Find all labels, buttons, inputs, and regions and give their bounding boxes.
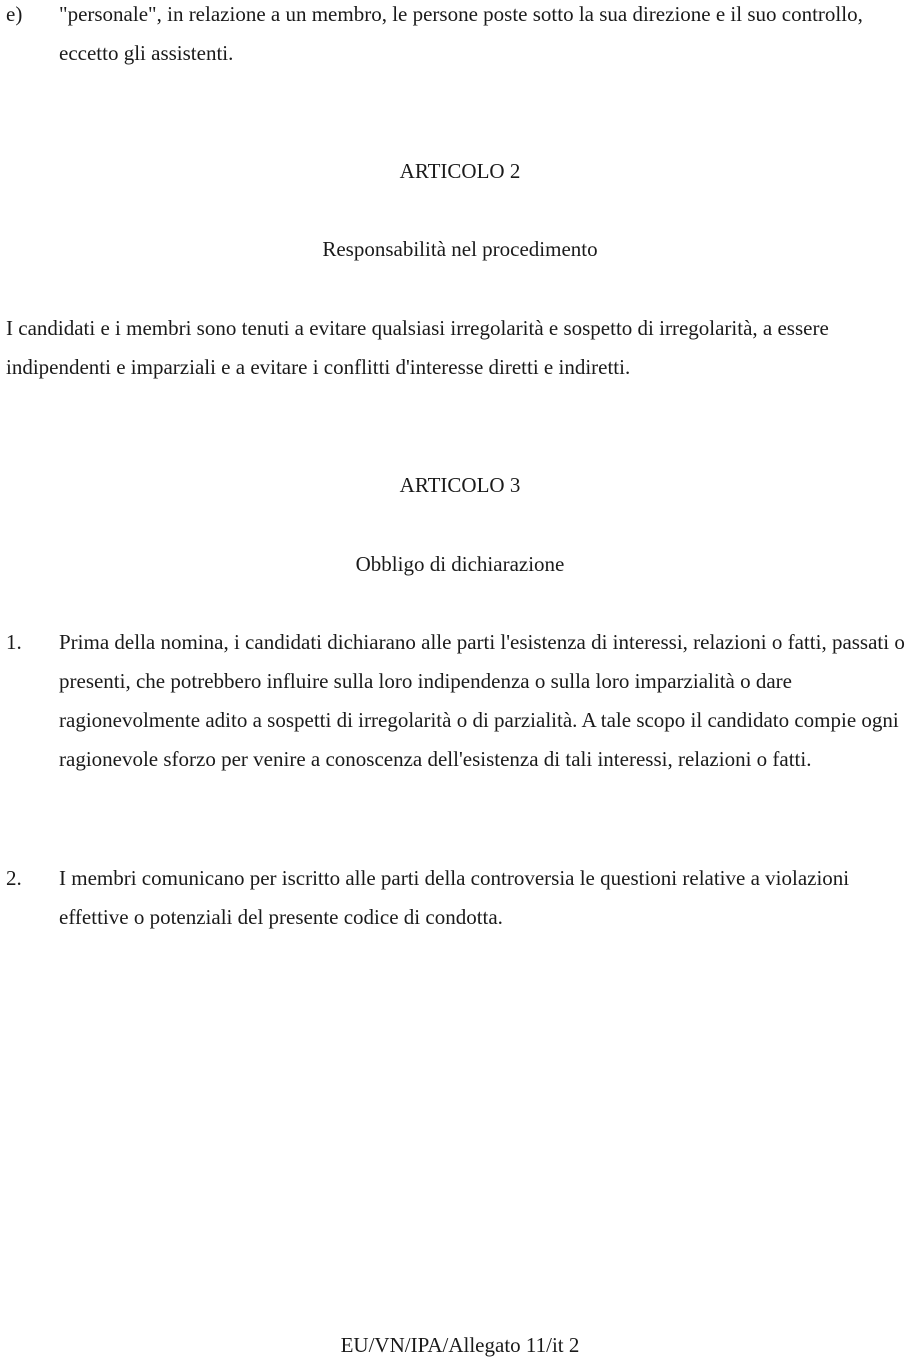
item-label: 2. xyxy=(6,866,22,890)
article-3-title: Obbligo di dichiarazione xyxy=(355,552,565,576)
article-2-heading: ARTICOLO 2 xyxy=(399,159,521,183)
item-text: "personale", in relazione a un membro, le persone poste sotto la sua direzione e il suo controllo, eccetto gli assistenti. xyxy=(59,2,863,65)
article-3-heading: ARTICOLO 3 xyxy=(399,473,521,497)
item-label: 1. xyxy=(6,630,22,654)
definition-item-e xyxy=(6,0,918,73)
item-text: Prima della nomina, i candidati dichiarano alle parti l'esistenza di interessi, relazioni o fatti, passati o presenti, che potrebbero influire sulla loro indipendenza o sulla loro imparzialità o dare ragionevolmente adito a sospetti di irregolarità o di parzialità. A tale scopo il candidato compie ogni ragionevole sforzo per venire a conoscenza dell'esistenza di tali interessi, relazioni o fatti. xyxy=(59,630,905,771)
item-label: e) xyxy=(6,2,23,26)
article-3-item-1 xyxy=(6,623,918,779)
article-3-item-2 xyxy=(6,859,918,937)
article-2-title: Responsabilità nel procedimento xyxy=(322,237,598,261)
page-footer-reference: EU/VN/IPA/Allegato 11/it 2 xyxy=(340,1333,580,1357)
article-2-paragraph: I candidati e i membri sono tenuti a evitare qualsiasi irregolarità e sospetto di irregolarità, a essere indipendenti e imparziali e a evitare i conflitti d'interesse diretti e indiretti. xyxy=(6,316,829,379)
item-text: I membri comunicano per iscritto alle parti della controversia le questioni relative a violazioni effettive o potenziali del presente codice di condotta. xyxy=(59,866,850,929)
